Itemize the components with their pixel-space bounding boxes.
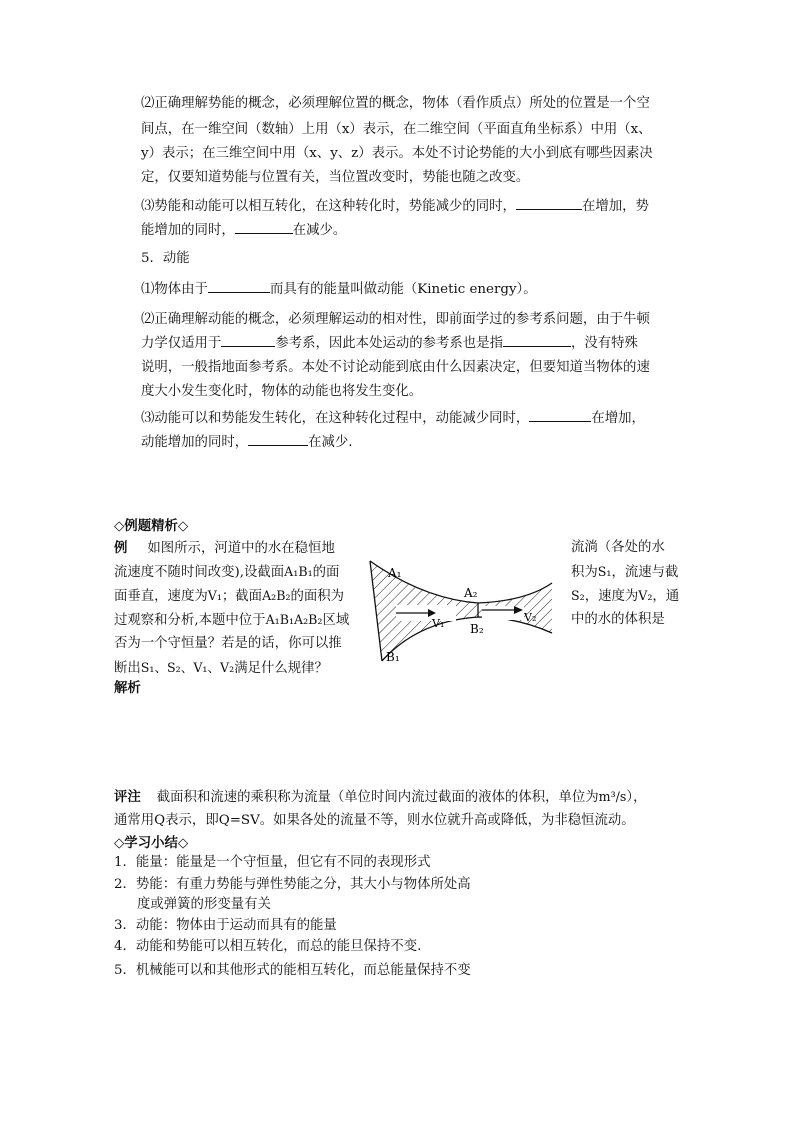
kinetic-energy-para-2-line-2 [141,332,638,356]
label-a2: A₂ [464,586,478,600]
text: A₂B₂ [262,588,291,603]
text: A₁B₁A₂B₂ [265,612,323,627]
text: 在增加，势 [581,199,649,214]
text: ）， [626,790,647,805]
text: 力学仅适用于 [141,336,222,351]
label-b1: B₁ [386,650,400,664]
text: ，速度为 [584,589,639,604]
text: A₁B₁ [284,564,313,579]
example-right-line-3 [571,584,679,609]
summary-item-2-cont: 度或弹簧的形变量有关 [137,897,271,912]
text: ，通 [652,589,680,604]
analysis-label: 解析 [114,680,141,696]
example-section-title: ◇例题精析◇ [114,518,189,534]
potential-energy-para-3-line-2 [141,219,346,243]
fill-blank[interactable] [248,431,308,446]
text: V₂ [638,588,653,603]
summary-item-5: 5．机械能可以和其他形式的能相互转化，而总能量保持不变 [114,963,471,978]
example-line-5: 否为一个守恒量？若是的话，你可以推 [114,636,342,651]
text: 的面积为 [290,589,345,604]
label-v2: V₂ [524,611,537,624]
text: 的面 [312,565,340,580]
text: 断出 [114,661,141,676]
summary-item-4: 4．动能和势能可以相互转化，而总的能旦保持不变. [114,939,422,954]
kinetic-energy-heading: 5．动能 [141,251,190,266]
text: 在减少。 [292,223,347,238]
potential-energy-para-2-line-3: y）表示；在三维空间中用（x、y、z）表示。本处不讨论势能的大小到底有哪些因素决 [141,146,653,161]
potential-energy-para-2-line-4: 定，仅要知道势能与位置有关，当位置改变时，势能也随之改变。 [141,170,530,185]
text: 动能增加的同时， [141,435,249,450]
comment-line-1 [114,785,646,810]
comment-line-2: 通常用Q表示，即Q=SV。如果各处的流量不等，则水位就升高或降低，为非稳恒流动。 [114,813,635,828]
text: 而具有的能量叫做动能（Kinetic energy）。 [269,282,537,297]
summary-item-1: 1．能量：能量是一个守恒量，但它有不同的表现形式 [114,855,431,870]
example-line-4 [114,608,349,633]
fill-blank[interactable] [235,219,293,234]
text: 流速度不随时间改变),设截面 [114,565,285,580]
example-right-line-4: 中的水的体积是 [571,612,665,627]
kinetic-energy-para-2-line-1: ⑵正确理解动能的概念，必须理解运动的相对性，即前面学过的参考系问题，由于牛顿 [141,312,650,327]
text: 在增加， [591,411,645,426]
summary-item-3: 3．动能：物体由于运动而具有的能量 [114,918,337,933]
label-a1: A₁ [388,566,402,580]
text: 过观察和分析,本题中位于 [114,613,266,628]
label-v1: V₁ [432,617,445,630]
text: V₁ [207,588,222,603]
example-right-line-1: 流淌（各处的水 [571,540,665,555]
text: ⑴物体由于 [141,282,208,297]
potential-energy-para-2-line-2: 间点，在一维空间（数轴）上用（x）表示，在二维空间（平面直角坐标系）中用（x、 [141,122,652,137]
text: S₁ [597,564,612,579]
summary-item-2: 2．势能：有重力势能与弹性势能之分，其大小与物体所处高 [114,877,471,892]
potential-energy-para-2-line-1: ⑵正确理解势能的概念，必须理解位置的概念，物体（看作质点）所处的位置是一个空 [141,96,650,111]
kinetic-energy-para-1 [141,278,537,302]
example-line-6 [114,656,328,681]
text: 积为 [571,565,598,580]
text: ⑶势能和动能可以相互转化，在这种转化时，势能减少的同时， [141,199,516,214]
label-b2: B₂ [470,622,484,636]
fill-blank[interactable] [529,407,591,422]
text: ；截面 [221,589,263,604]
text: m³/s [598,789,627,804]
text: ，流速与截 [611,565,679,580]
fill-blank[interactable] [503,332,571,347]
text: 区域 [322,613,350,628]
text: 截面积和流速的乘积称为流量（单位时间内流过截面的液体的体积，单位为 [156,790,599,805]
potential-energy-para-3-line-1 [141,195,649,219]
fill-blank[interactable] [208,278,270,293]
text: S₁、S₂、V₁、V₂ [140,660,235,675]
text: 能增加的同时， [141,223,235,238]
example-right-line-2 [571,560,678,585]
kinetic-energy-para-2-line-3: 说明，一般指地面参考系。本处不讨论动能到底由什么因素决定，但要知道当物体的速 [141,360,650,375]
kinetic-energy-para-3-line-2 [141,431,353,455]
example-line-1 [114,536,335,561]
text: 满足什么规律？ [234,661,328,676]
example-line-2 [114,560,339,585]
text: 在减少. [308,435,353,450]
text: 如图所示，河道中的水在稳恒地 [147,541,335,556]
text: ⑶动能可以和势能发生转化，在这种转化过程中，动能减少同时， [141,411,530,426]
text: 参考系，因此本处运动的参考系也是指 [275,336,503,351]
comment-label: 评注 [114,789,141,805]
summary-title: ◇学习小结◇ [114,835,189,851]
fill-blank[interactable] [221,332,275,347]
fill-blank[interactable] [516,195,582,210]
kinetic-energy-para-2-line-4: 度大小发生变化时，物体的动能也将发生变化。 [141,384,423,399]
text: 面垂直，速度为 [114,589,208,604]
river-channel-figure [366,557,566,669]
kinetic-energy-para-3-line-1 [141,407,645,431]
text: ，没有特殊 [570,336,638,351]
text: S₂ [571,588,585,603]
example-line-3 [114,584,344,609]
example-label: 例 [114,540,128,556]
